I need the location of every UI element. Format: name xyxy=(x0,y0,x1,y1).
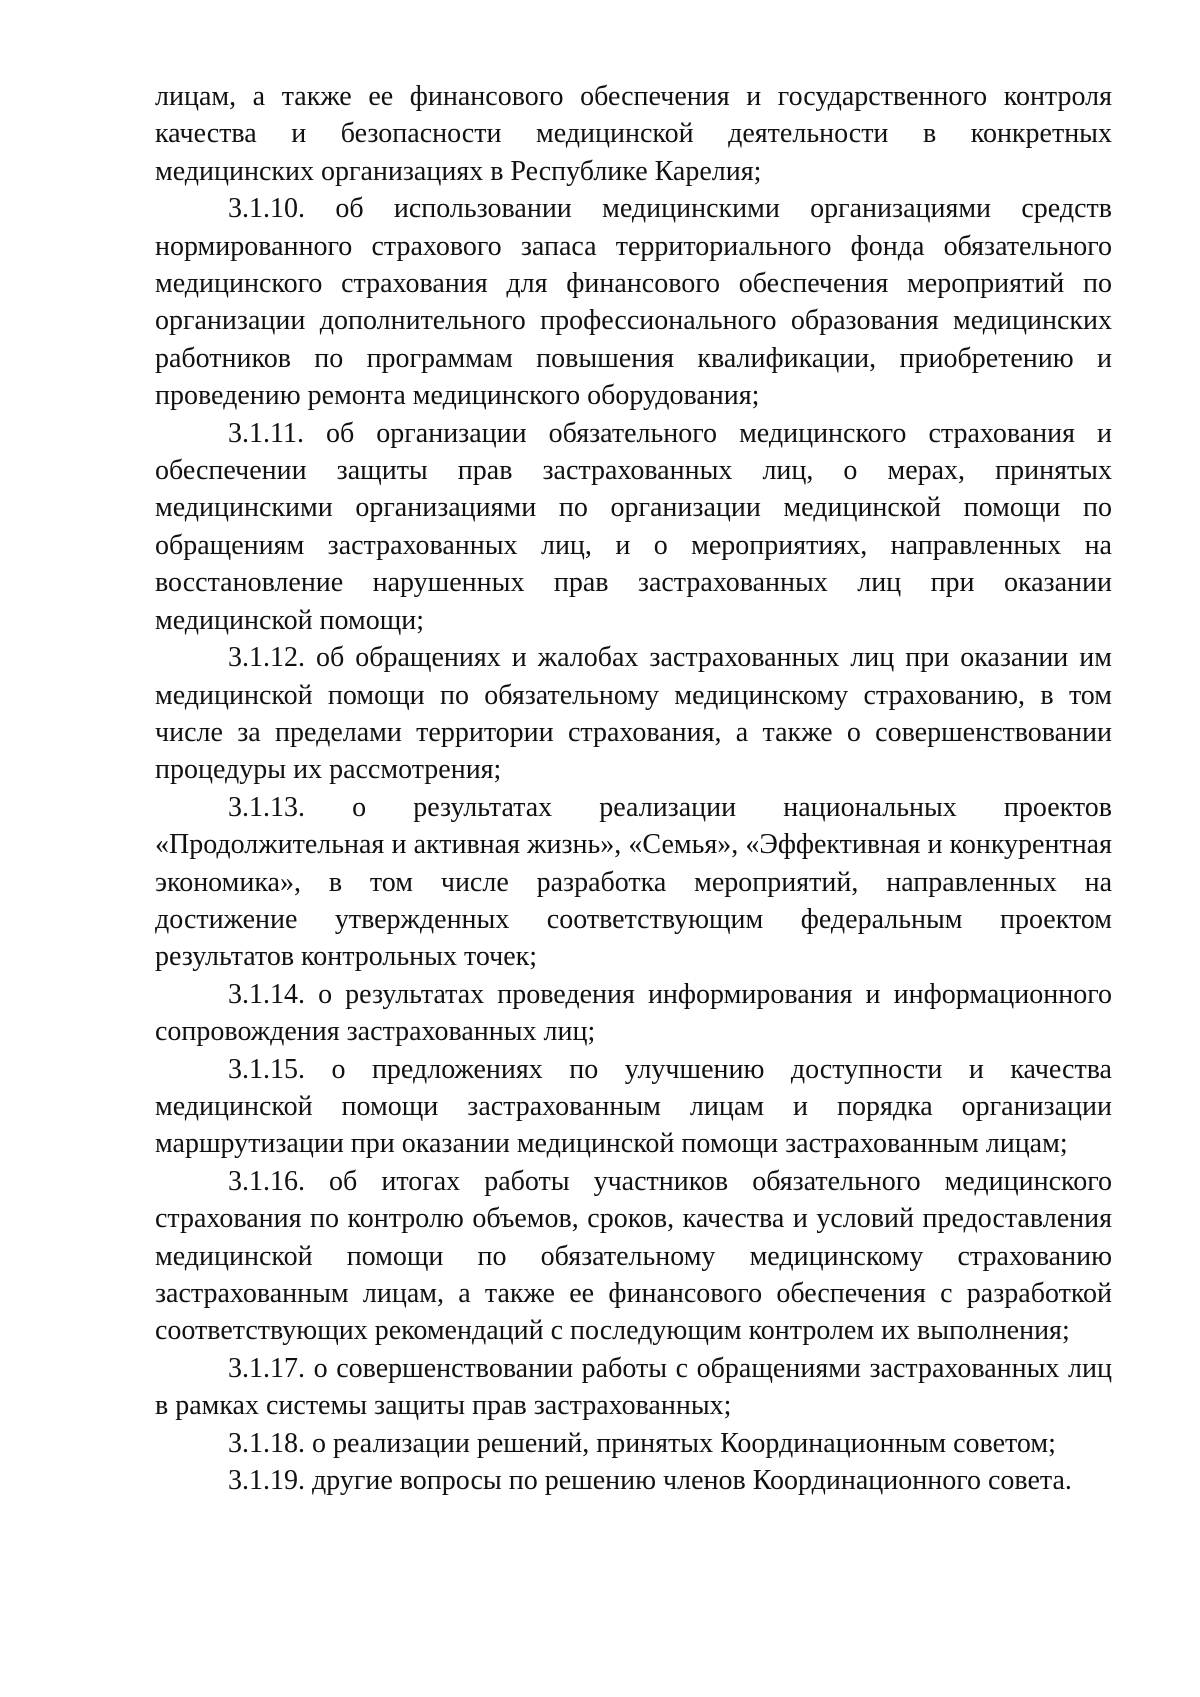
paragraph-3-1-18: 3.1.18. о реализации решений, принятых Координационным советом; xyxy=(228,1427,1056,1459)
paragraph-3-1-13: 3.1.13. о результатах реализации национальных проектов «Продолжительная и активная жизнь», «Семья», «Эффективная и конкурентная экономика», в том числе разработка мероприятий, направленных на достижение утвержденных соответствующим федеральным проектом результатов контрольных точек; xyxy=(155,791,1112,973)
paragraph-3-1-12: 3.1.12. об обращениях и жалобах застрахованных лиц при оказании им медицинской помощи по обязательному медицинскому страхованию, в том числе за пределами территории страхования, а также о совершенствовании процедуры их рассмотрения; xyxy=(155,642,1112,786)
paragraph-3-1-10: 3.1.10. об использовании медицинскими организациями средств нормированного страхового запаса территориального фонда обязательного медицинского страхования для финансового обеспечения мероприятий по организации дополнительного профессионального образования медицинских работников по программам повышения квалификации, приобретению и проведению ремонта медицинского оборудования; xyxy=(155,193,1112,412)
paragraph-continuation: лицам, а также ее финансового обеспечения и государственного контроля качества и безопасности медицинской деятельности в конкретных медицинских организациях в Республике Карелия; xyxy=(155,81,1112,187)
paragraph-3-1-15: 3.1.15. о предложениях по улучшению доступности и качества медицинской помощи застрахованным лицам и порядка организации маршрутизации при оказании медицинской помощи застрахованным лицам; xyxy=(155,1053,1112,1160)
document-page xyxy=(155,78,1126,1499)
paragraph-3-1-19: 3.1.19. другие вопросы по решению членов Координационного совета. xyxy=(228,1465,1072,1497)
paragraph-3-1-11: 3.1.11. об организации обязательного медицинского страхования и обеспечении защиты прав застрахованных лиц, о мерах, принятых медицинскими организациями по организации медицинской помощи по обращениям застрахованных лиц, и о мероприятиях, направленных на восстановление нарушенных прав застрахованных лиц при оказании медицинской помощи; xyxy=(155,417,1112,636)
paragraph-3-1-16: 3.1.16. об итогах работы участников обязательного медицинского страхования по контролю объемов, сроков, качества и условий предоставления медицинской помощи по обязательному медицинскому страхованию застрахованным лицам, а также ее финансового обеспечения с разработкой соответствующих рекомендаций с последующим контролем их выполнения; xyxy=(155,1165,1126,1347)
paragraph-3-1-17: 3.1.17. о совершенствовании работы с обращениями застрахованных лиц в рамках системы защиты прав застрахованных; xyxy=(155,1352,1112,1422)
paragraph-3-1-14: 3.1.14. о результатах проведения информирования и информационного сопровождения застрахованных лиц; xyxy=(155,978,1112,1048)
